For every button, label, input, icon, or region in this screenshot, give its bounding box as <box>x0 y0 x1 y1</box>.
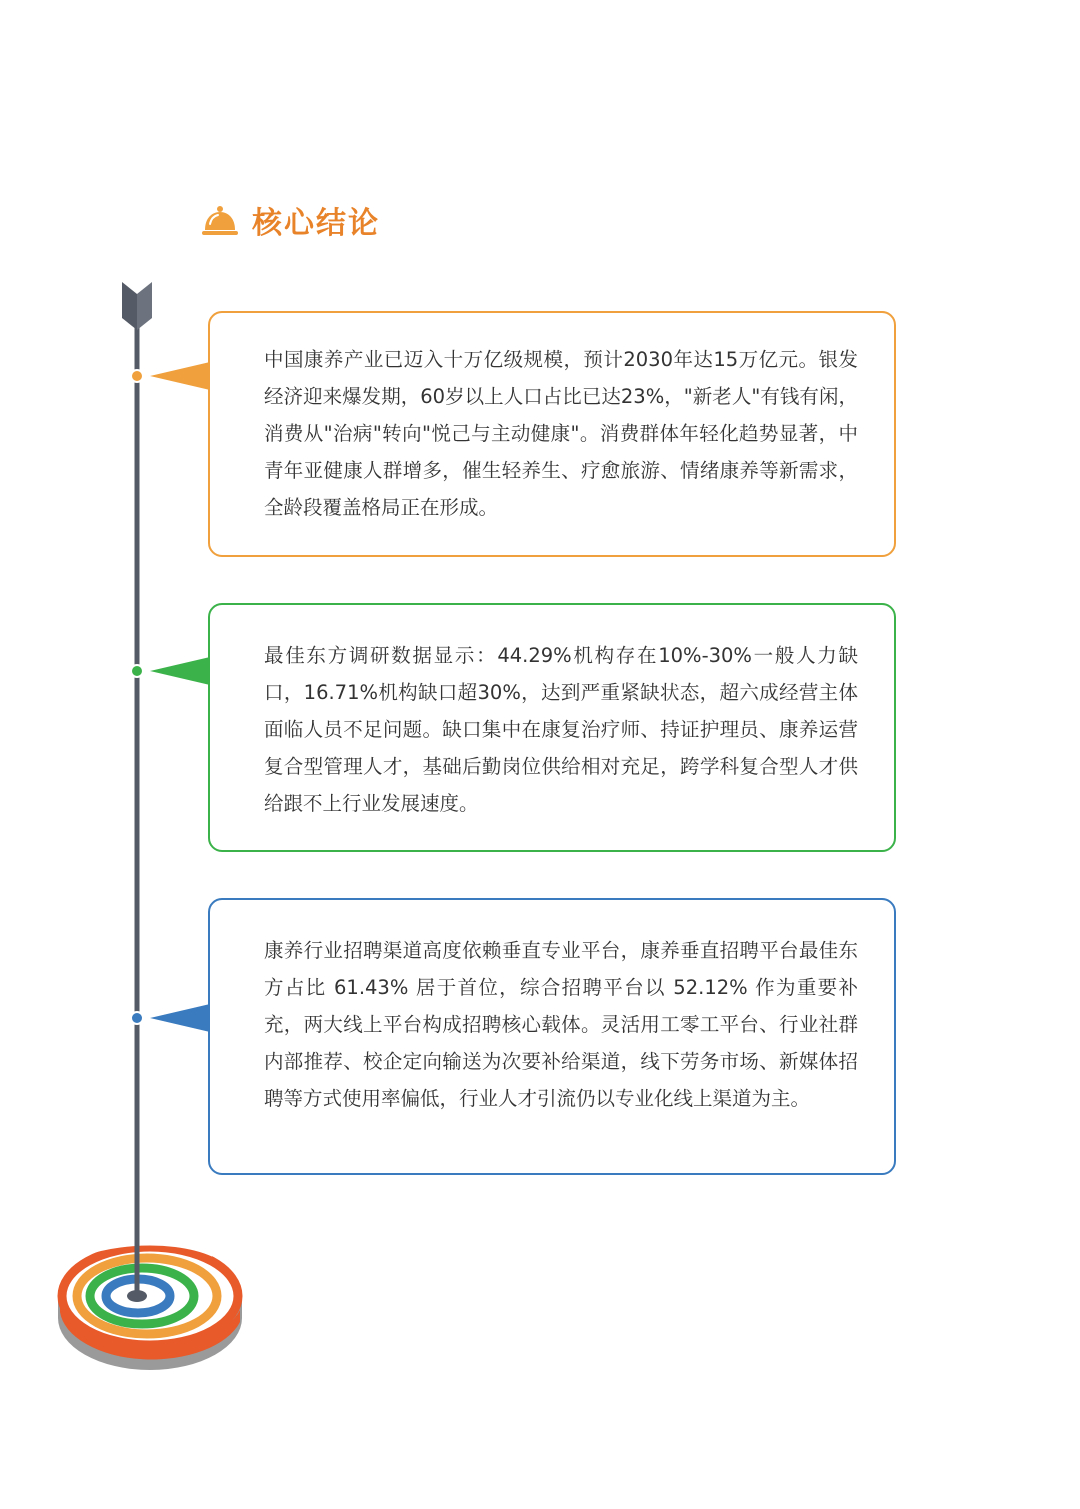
conclusion-card-2 <box>208 603 896 852</box>
connector-orange <box>131 362 210 390</box>
target-icon <box>58 1241 242 1370</box>
card-text: 最佳东方调研数据显示：44.29%机构存在10%-30%一般人力缺口，16.71%机构缺口超30%，达到严重紧缺状态，超六成经营主体面临人员不足问题。缺口集中在康复治疗师、持证护理员、康养运营复合型管理人才，基础后勤岗位供给相对充足，跨学科复合型人才供给跟不上行业发展速度。 <box>264 644 858 815</box>
section-header <box>200 196 380 244</box>
conclusion-card-1 <box>208 311 896 557</box>
card-text: 中国康养产业已迈入十万亿级规模，预计2030年达15万亿元。银发经济迎来爆发期，60岁以上人口占比已达23%，"新老人"有钱有闲，消费从"治病"转向"悦己与主动健康"。消费群体年轻化趋势显著，中青年亚健康人群增多，催生轻养生、疗愈旅游、情绪康养等新需求，全龄段覆盖格局正在形成。 <box>264 348 858 519</box>
connector-green <box>131 657 210 685</box>
arrow-fletching-icon <box>122 282 152 330</box>
connector-blue <box>131 1004 210 1032</box>
page-title: 核心结论 <box>252 206 380 241</box>
bell-icon <box>200 200 240 240</box>
card-text: 康养行业招聘渠道高度依赖垂直专业平台，康养垂直招聘平台最佳东方占比 61.43% 居于首位，综合招聘平台以 52.12% 作为重要补充，两大线上平台构成招聘核心载体。灵活用工零工平台、行业社群内部推荐、校企定向输送为次要补给渠道，线下劳务市场、新媒体招聘等方式使用率偏低，行业人才引流仍以专业化线上渠道为主。 <box>264 939 858 1110</box>
conclusion-card-3 <box>208 898 896 1175</box>
